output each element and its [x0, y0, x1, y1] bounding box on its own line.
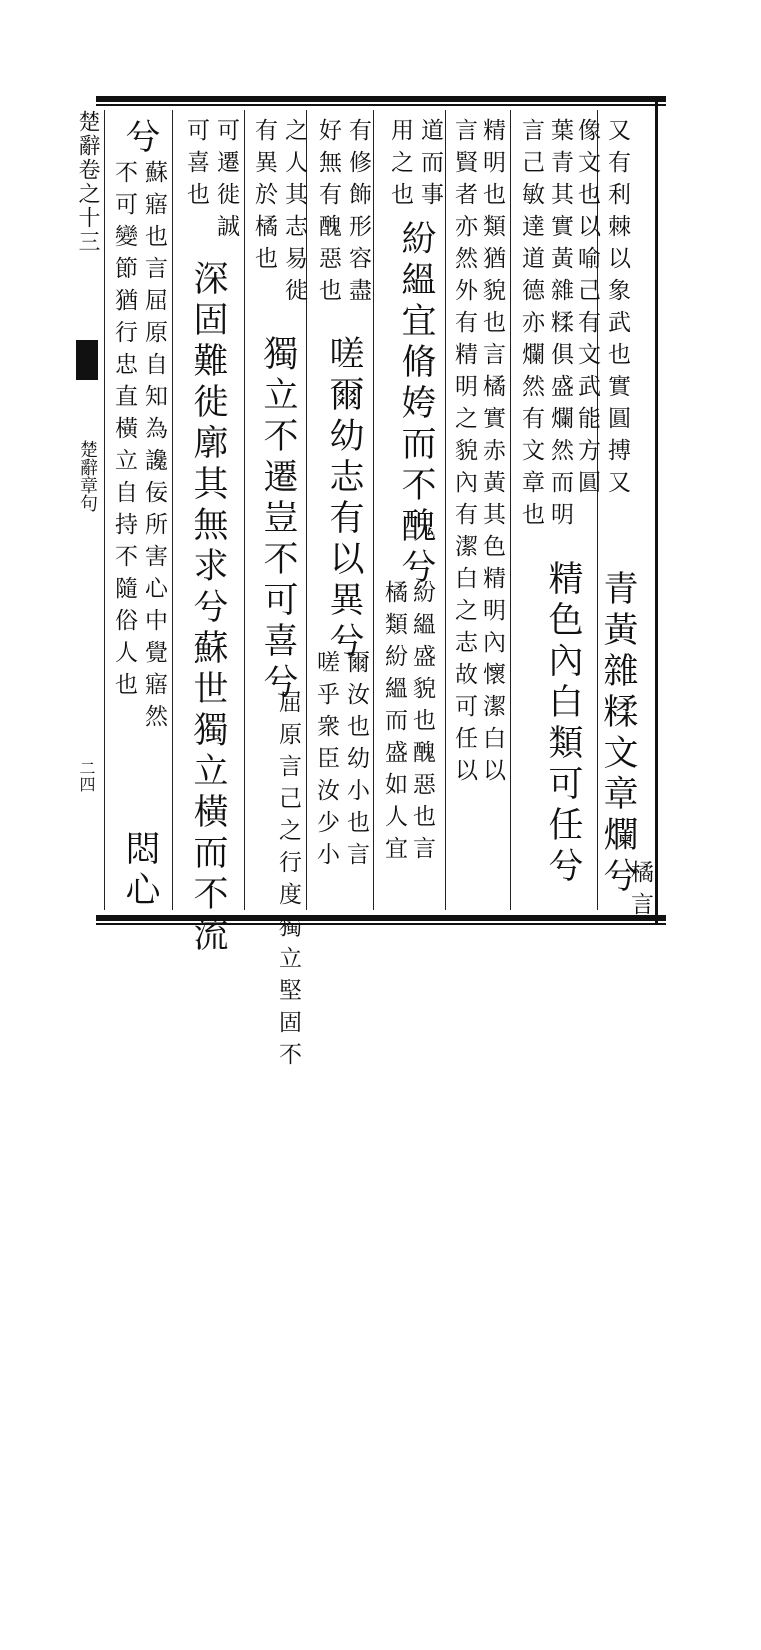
text-column-3a [480, 118, 503, 908]
main-text: 精色內白類可任兮 [543, 560, 583, 888]
text-column-3b [452, 118, 475, 908]
margin-subtitle: 楚辭章句 [77, 440, 98, 512]
commentary: 不可變節猶行忠直橫立自持不隨俗人也 [111, 160, 137, 704]
commentary: 紛縕盛貌也醜惡也言 [409, 580, 435, 868]
commentary-tail [628, 860, 651, 1650]
margin-book-title: 楚辭卷之十三 [75, 110, 100, 254]
bottom-border-rule [96, 915, 666, 921]
main-text: 紛縕宜脩姱而不醜兮 [396, 220, 436, 589]
main-text-column-2 [543, 560, 583, 1350]
commentary: 言賢者亦然外有精明之貌內有潔白之志故可任以 [451, 118, 477, 790]
main-text-column-7 [188, 260, 228, 1050]
commentary: 嗟乎衆臣汝少小 [313, 650, 339, 874]
commentary: 可遷徙誠 [213, 118, 239, 246]
commentary: 精明也類猶貌也言橘實赤黃其色精明內懷潔白以 [479, 118, 505, 790]
text-column-2b [519, 118, 542, 908]
commentary: 屈原言己之行度獨立堅固不 [275, 690, 301, 1074]
main-text: 深固難徙廓其無求兮蘇世獨立橫而不流 [188, 260, 228, 957]
commentary-right: 又有利棘以象武也實圓搏又 [604, 118, 630, 502]
main-text: 獨立不遷豈不可喜兮 [258, 335, 298, 704]
column-separator [104, 110, 105, 910]
bottom-border-rule-thin [96, 923, 666, 925]
top-border-rule [96, 96, 666, 102]
commentary: 橘言 [627, 860, 653, 924]
commentary: 言己敏達道德亦爛然有文章也 [518, 118, 544, 534]
commentary: 橘類紛縕而盛如人宜 [381, 580, 407, 868]
column-separator [445, 110, 446, 910]
fold-margin [76, 110, 100, 910]
column-separator [373, 110, 374, 910]
column-separator [510, 110, 511, 910]
top-border-rule-thin [96, 104, 666, 106]
commentary: 爾汝也幼小也言 [343, 650, 369, 874]
column-separator [244, 110, 245, 910]
margin-fish-tail-mark [76, 340, 98, 380]
commentary: 有異於橘也 [251, 118, 277, 278]
commentary: 葉青其實黃雜糅俱盛爛然而明 [547, 118, 573, 534]
commentary: 好無有醜惡也 [315, 118, 341, 310]
commentary: 用之也 [387, 118, 413, 214]
column-separator [172, 110, 173, 910]
commentary-tail [410, 580, 433, 1370]
commentary-left: 像文也以喻己有文武能方圓 [574, 118, 600, 502]
commentary-pair [605, 118, 628, 502]
commentary: 道而事 [417, 118, 443, 214]
commentary-tail [276, 690, 299, 1480]
right-border-rule [655, 96, 658, 925]
main-text: 嗟爾幼志有以異兮 [324, 335, 364, 663]
commentary: 蘇寤也言屈原自知為讒佞所害心中覺寤然 [141, 160, 167, 736]
main-text-column-8 [120, 830, 160, 1620]
margin-page-number: 二四 [77, 760, 96, 792]
main-text: 悶心 [120, 830, 160, 912]
main-text: 兮 [120, 118, 160, 159]
commentary-tail [344, 650, 367, 1440]
commentary: 可喜也 [183, 118, 209, 214]
commentary-tail [314, 650, 337, 1440]
commentary-tail [382, 580, 405, 1370]
commentary: 有修飾形容盡 [345, 118, 371, 310]
commentary: 之人其志易徙 [281, 118, 307, 310]
main-text: 青黃雜糅文章爛兮 [598, 570, 638, 898]
